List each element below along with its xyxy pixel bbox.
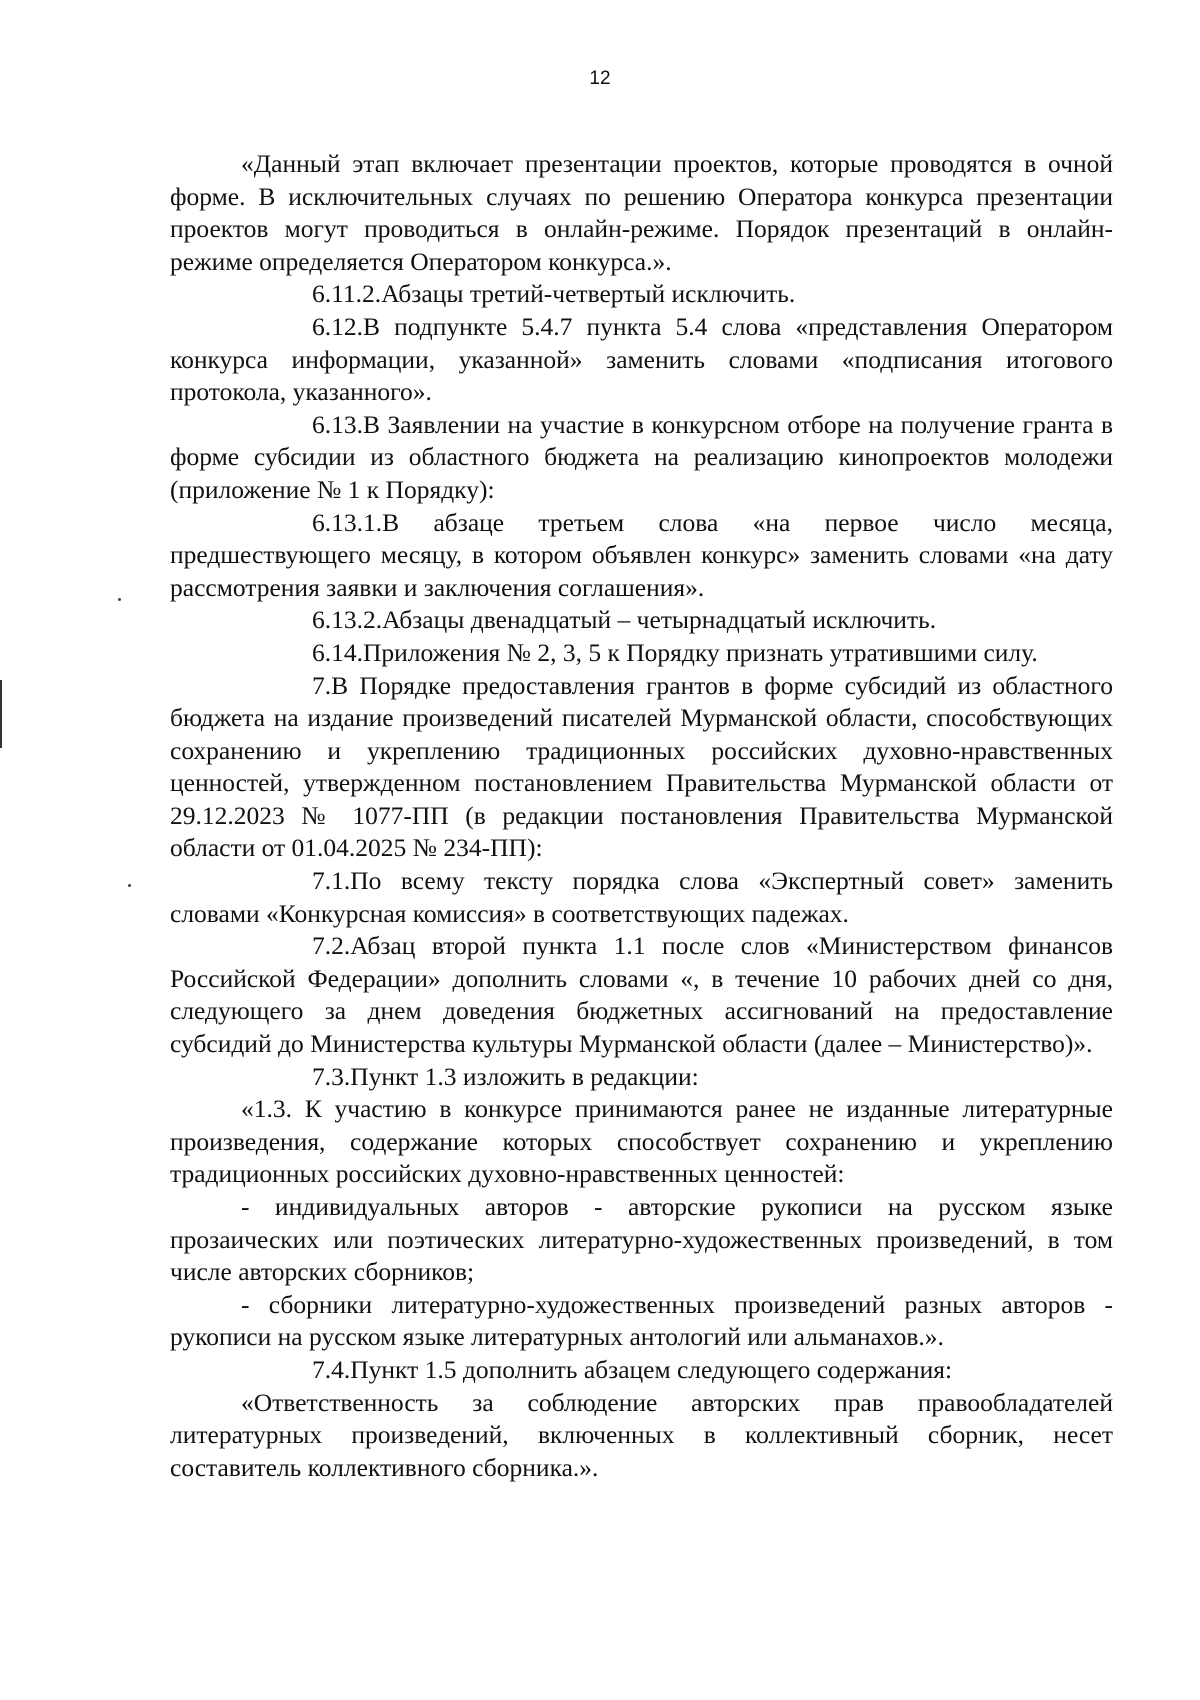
paragraph-dash-individual-authors — [170, 1191, 1113, 1289]
paragraph-7-1 — [170, 865, 1113, 930]
item-number: 6.14. — [312, 637, 363, 667]
paragraph-6-11-2 — [170, 278, 1113, 311]
paragraph-text: «Данный этап включает презентации проектов, которые проводятся в очной форме. В исключительных случаях по решению Оператора конкурса презентации проектов могут проводиться в онлайн-режиме. Порядок презентаций в онлайн-режиме определяется Оператором конкурса.». — [170, 149, 1113, 276]
paragraph-6-13 — [170, 409, 1113, 507]
paragraph-text: В абзаце третьем слова «на первое число месяца, предшествующего месяцу, в котором объявлен конкурс» заменить словами «на дату рассмотрения заявки и заключения соглашения». — [170, 507, 1113, 602]
item-number: 6.11.2. — [312, 279, 382, 309]
item-number: 6.13.1. — [312, 507, 383, 537]
item-number: 7.4. — [312, 1354, 351, 1384]
scan-dust-dot — [118, 598, 121, 601]
paragraph-7-4 — [170, 1354, 1113, 1387]
scan-dust-dot — [128, 884, 131, 887]
paragraph-text: В Заявлении на участие в конкурсном отборе на получение гранта в форме субсидии из областного бюджета на реализацию кинопроектов молодежи (приложение № 1 к Порядку): — [170, 409, 1113, 504]
paragraph-text: - сборники литературно-художественных произведений разных авторов - рукописи на русском языке литературных антологий или альманахов.». — [170, 1289, 1113, 1352]
item-number: 6.13.2. — [312, 605, 383, 635]
paragraph-text: Пункт 1.3 изложить в редакции: — [350, 1061, 699, 1091]
paragraph-text: - индивидуальных авторов - авторские рукописи на русском языке прозаических или поэтических литературно-художественных произведений, в том числе авторских сборников; — [170, 1192, 1113, 1287]
paragraph-text: По всему тексту порядка слова «Экспертный совет» заменить словами «Конкурсная комиссия» в соответствующих падежах. — [170, 866, 1113, 928]
paragraph-7-2 — [170, 930, 1113, 1060]
paragraph-text: Приложения № 2, 3, 5 к Порядку признать утратившими силу. — [363, 637, 1038, 667]
item-number: 7.3. — [312, 1061, 351, 1091]
paragraph-text: «1.3. К участию в конкурсе принимаются ранее не изданные литературные произведения, содержание которых способствует сохранению и укреплению традиционных российских духовно-нравственных ценностей: — [170, 1094, 1113, 1189]
paragraph-text: В подпункте 5.4.7 пункта 5.4 слова «представления Оператором конкурса информации, указанной» заменить словами «подписания итогового протокола, указанного». — [170, 311, 1113, 407]
paragraph-7-3 — [170, 1061, 1113, 1094]
page-number: 12 — [589, 68, 611, 89]
item-number: 6.12. — [312, 311, 363, 341]
paragraph-text: Абзац второй пункта 1.1 после слов «Министерством финансов Российской Федерации» дополнить словами «, в течение 10 рабочих дней со дня, следующего за днем доведения бюджетных ассигнований на предоставление субсидий до Министерства культуры Мурманской области (далее – Министерство)». — [170, 931, 1113, 1059]
paragraph-dash-collections — [170, 1289, 1113, 1354]
paragraph-6-13-1 — [170, 507, 1113, 605]
scan-edge-mark — [0, 680, 2, 748]
item-number: 7.1. — [312, 866, 351, 896]
paragraph-text: Пункт 1.5 дополнить абзацем следующего содержания: — [350, 1354, 953, 1384]
paragraph-text: Абзацы третий-четвертый исключить. — [381, 279, 796, 309]
paragraph-6-14 — [170, 637, 1113, 670]
paragraph-quote-responsibility — [170, 1387, 1113, 1485]
item-number: 6.13. — [312, 409, 363, 439]
paragraph-6-13-2 — [170, 604, 1113, 637]
item-number: 7. — [312, 670, 332, 700]
paragraph-7 — [170, 670, 1113, 866]
paragraph-text: «Ответственность за соблюдение авторских прав правообладателей литературных произведений, включенных в коллективный сборник, несет составитель коллективного сборника.». — [170, 1387, 1113, 1482]
paragraph-quote-presentations — [170, 148, 1113, 278]
paragraph-6-12 — [170, 311, 1113, 409]
document-body — [170, 148, 1113, 1484]
item-number: 7.2. — [312, 931, 351, 961]
paragraph-text: В Порядке предоставления грантов в форме субсидий из областного бюджета на издание произведений писателей Мурманской области, способствующих сохранению и укреплению традиционных российских духовно-нравственных ценностей, утвержденном постановлением Правительства Мурманской области от 29.12.2023 № 1077-ПП (в редакции постановления Правительства Мурманской области от 01.04.2025 № 234-ПП): — [170, 670, 1113, 863]
paragraph-text: Абзацы двенадцатый – четырнадцатый исключить. — [382, 605, 937, 635]
paragraph-quote-1-3 — [170, 1093, 1113, 1191]
